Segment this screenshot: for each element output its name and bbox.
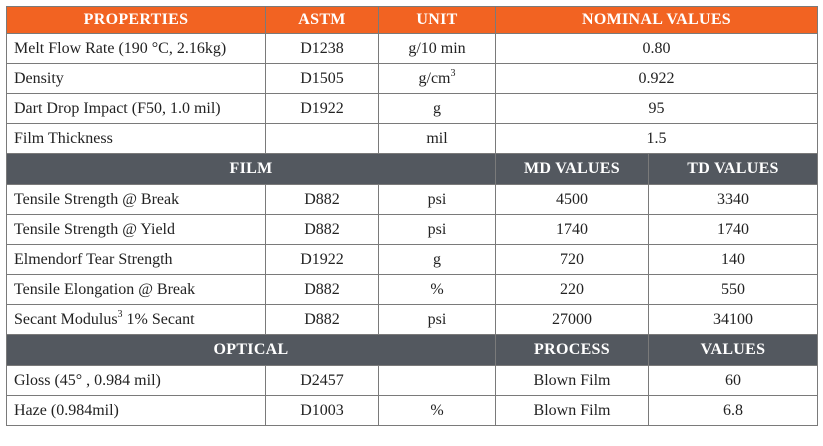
astm-cell: D1003 [266,396,379,426]
properties-table-container [6,6,817,426]
table-row [7,185,818,215]
property-cell [7,305,266,335]
table-row [7,34,818,64]
md-value-cell: 4500 [496,185,649,215]
unit-cell: mil [379,124,496,154]
header-astm: ASTM [266,7,379,34]
table-row [7,64,818,94]
nominal-value-cell: 1.5 [496,124,818,154]
md-value-cell: 220 [496,275,649,305]
astm-cell: D1238 [266,34,379,64]
astm-cell: D1922 [266,245,379,275]
astm-cell [266,124,379,154]
header-unit: UNIT [379,7,496,34]
property-cell: Tensile Strength @ Yield [7,215,266,245]
unit-cell: g/10 min [379,34,496,64]
property-cell: Elmendorf Tear Strength [7,245,266,275]
td-value-cell: 3340 [649,185,818,215]
table-row [7,245,818,275]
process-cell: Blown Film [496,366,649,396]
value-cell: 6.8 [649,396,818,426]
md-value-cell: 27000 [496,305,649,335]
property-cell: Film Thickness [7,124,266,154]
table-row [7,275,818,305]
property-rest: 1% Secant [122,310,195,328]
td-value-cell: 550 [649,275,818,305]
optical-title: OPTICAL [7,335,496,366]
table-row [7,305,818,335]
property-cell: Density [7,64,266,94]
property-cell: Dart Drop Impact (F50, 1.0 mil) [7,94,266,124]
td-value-cell: 140 [649,245,818,275]
unit-cell: % [379,396,496,426]
unit-cell: g [379,94,496,124]
optical-section-header [7,335,818,366]
value-cell: 60 [649,366,818,396]
property-cell: Melt Flow Rate (190 °C, 2.16kg) [7,34,266,64]
md-value-cell: 720 [496,245,649,275]
md-values-header: MD VALUES [496,154,649,185]
table-row [7,124,818,154]
values-header: VALUES [649,335,818,366]
property-cell: Tensile Strength @ Break [7,185,266,215]
nominal-value-cell: 0.80 [496,34,818,64]
property-cell: Tensile Elongation @ Break [7,275,266,305]
process-header: PROCESS [496,335,649,366]
process-cell: Blown Film [496,396,649,426]
nominal-value-cell: 0.922 [496,64,818,94]
film-title: FILM [7,154,496,185]
unit-cell: g [379,245,496,275]
td-value-cell: 1740 [649,215,818,245]
unit-cell [379,64,496,94]
unit-base: g/cm [418,69,451,87]
table-row [7,94,818,124]
table-row [7,215,818,245]
astm-cell: D882 [266,275,379,305]
table-row [7,366,818,396]
md-value-cell: 1740 [496,215,649,245]
property-cell: Gloss (45° , 0.984 mil) [7,366,266,396]
td-values-header: TD VALUES [649,154,818,185]
astm-cell: D2457 [266,366,379,396]
unit-cell: psi [379,215,496,245]
nominal-value-cell: 95 [496,94,818,124]
td-value-cell: 34100 [649,305,818,335]
unit-cell [379,366,496,396]
unit-cell: psi [379,305,496,335]
unit-cell: % [379,275,496,305]
property-cell: Haze (0.984mil) [7,396,266,426]
astm-cell: D882 [266,185,379,215]
header-nominal-values: NOMINAL VALUES [496,7,818,34]
properties-table [6,6,818,426]
header-properties: PROPERTIES [7,7,266,34]
property-superscript: 3 [117,308,123,320]
unit-cell: psi [379,185,496,215]
unit-superscript: 3 [450,67,456,79]
property-base: Secant Modulus [14,310,118,328]
astm-cell: D882 [266,305,379,335]
main-header-row [7,7,818,34]
astm-cell: D1922 [266,94,379,124]
film-section-header [7,154,818,185]
astm-cell: D1505 [266,64,379,94]
astm-cell: D882 [266,215,379,245]
table-row [7,396,818,426]
